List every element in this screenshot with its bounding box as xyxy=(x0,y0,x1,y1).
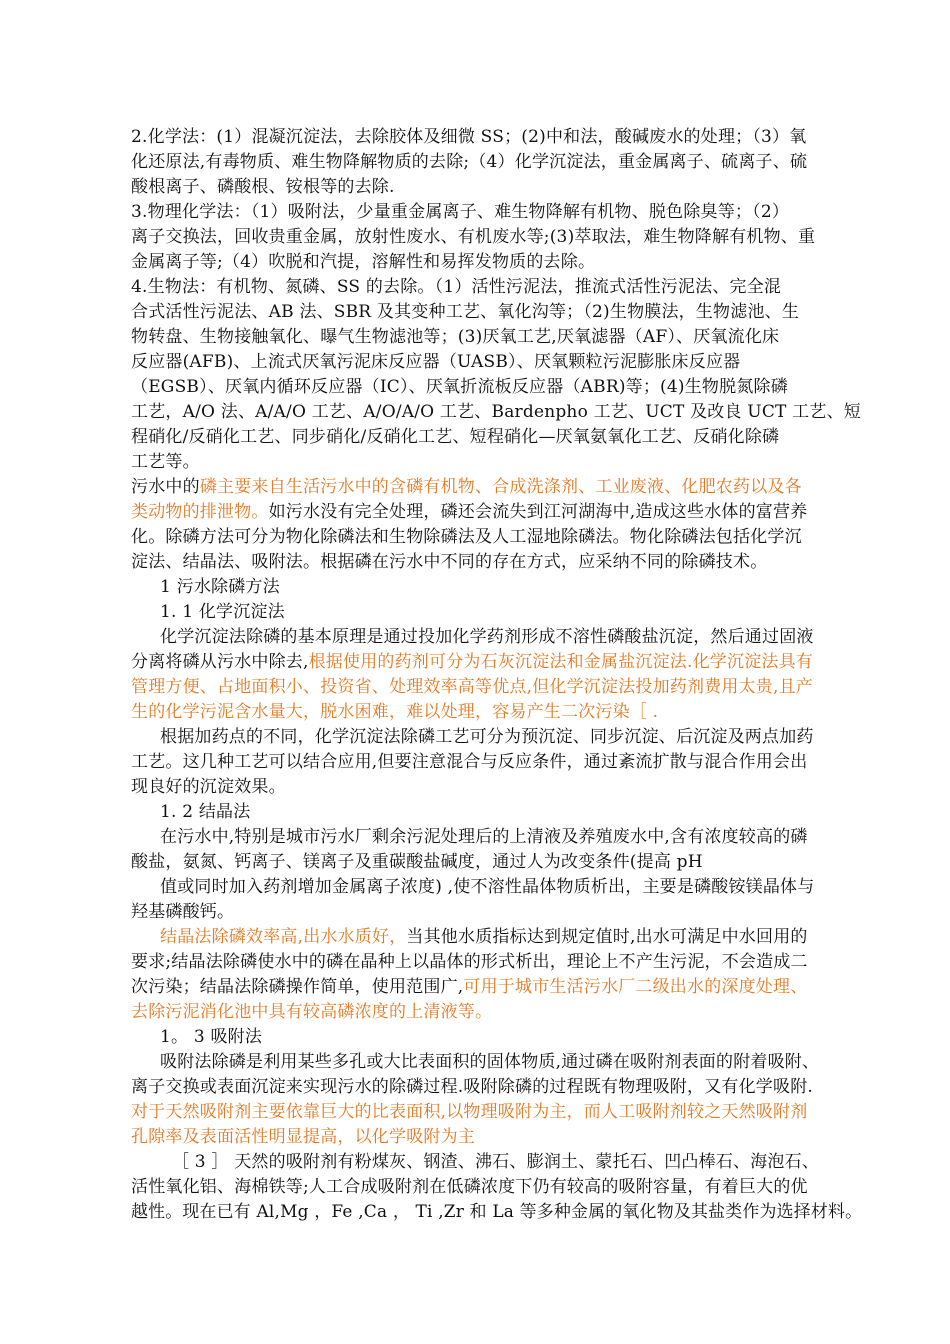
text-line: 活性氧化铝、海棉铁等;人工合成吸附剂在低磷浓度下仍有较高的吸附容量，有着巨大的优 xyxy=(131,1177,808,1197)
text-line: 合式活性污泥法、AB 法、SBR 及其变种工艺、氧化沟等；（2)生物膜法，生物滤池、生 xyxy=(131,302,800,322)
text-line xyxy=(131,1100,807,1124)
text-line: 反应器(AFB)、上流式厌氧污泥床反应器（UASB）、厌氧颗粒污泥膨胀床反应器 xyxy=(131,352,741,372)
text-line: 根据加药点的不同，化学沉淀法除磷工艺可分为预沉淀、同步沉淀、后沉淀及两点加药 xyxy=(160,727,814,747)
section-heading: 1 污水除磷方法 xyxy=(160,577,280,597)
text-line xyxy=(131,700,658,724)
text-line: 现良好的沉淀效果。 xyxy=(131,777,286,797)
highlighted-text: 结晶法除磷效率高,出水水质好， xyxy=(160,927,407,947)
section-heading: 1. 2 结晶法 xyxy=(160,802,251,822)
section-heading: 1. 1 化学沉淀法 xyxy=(160,602,285,622)
highlighted-text: 可用于城市生活污水厂二级出水的深度处理、 xyxy=(463,977,808,997)
section-heading: 1。 3 吸附法 xyxy=(160,1027,263,1047)
highlighted-text: 管理方便、占地面积小、投资省、处理效率高等优点,但化学沉淀法投加药剂费用太贵,且产 xyxy=(131,677,814,697)
highlighted-text: 类动物的排泄物。 xyxy=(131,502,269,522)
highlighted-text: 生的化学污泥含水量大，脱水困难，难以处理，容易产生二次污染［ . xyxy=(131,702,659,722)
text-line: 次污染；结晶法除磷操作简单，使用范围广,可用于城市生活污水厂二级出水的深度处理、 xyxy=(131,977,808,997)
text-line: 工艺。这几种工艺可以结合应用,但要注意混合与反应条件，通过紊流扩散与混合作用会出 xyxy=(131,752,808,772)
text-line xyxy=(131,1125,475,1149)
text-line: 3.物理化学法：（1）吸附法，少量重金属离子、难生物降解有机物、脱色除臭等；（2） xyxy=(131,202,790,222)
text-line: 工艺等。 xyxy=(131,452,200,472)
text-line: 化还原法,有毒物质、难生物降解物质的去除;（4）化学沉淀法，重金属离子、硫离子、硫 xyxy=(131,152,808,172)
text-line: 化学沉淀法除磷的基本原理是通过投加化学药剂形成不溶性磷酸盐沉淀，然后通过固液 xyxy=(160,627,814,647)
text-line: 类动物的排泄物。如污水没有完全处理，磷还会流失到江河湖海中,造成这些水体的富营养 xyxy=(131,502,808,522)
highlighted-text: 磷主要来自生活污水中的含磷有机物、合成洗涤剂、工业废液、化肥农药以及各 xyxy=(199,477,802,497)
text-line: 金属离子等;（4）吹脱和汽提，溶解性和易挥发物质的去除。 xyxy=(131,252,596,272)
text-line: 2.化学法：(1）混凝沉淀法，去除胶体及细微 SS；(2)中和法，酸碱废水的处理；（3）氧 xyxy=(131,127,807,147)
text-line: 离子交换法，回收贵重金属，放射性废水、有机废水等;(3)萃取法，难生物降解有机物、重 xyxy=(131,227,816,247)
text-line: 物转盘、生物接触氧化、曝气生物滤池等；(3)厌氧工艺,厌氧滤器（AF）、厌氧流化床 xyxy=(131,327,780,347)
text-line: 吸附法除磷是利用某些多孔或大比表面积的固体物质,通过磷在吸附剂表面的附着吸附、 xyxy=(160,1052,820,1072)
text-line: 要求;结晶法除磷使水中的磷在晶种上以晶体的形式析出，理论上不产生污泥，不会造成二 xyxy=(131,952,808,972)
text-line: 离子交换或表面沉淀来实现污水的除磷过程.吸附除磷的过程既有物理吸附，又有化学吸附. xyxy=(131,1077,814,1097)
text-line: 结晶法除磷效率高,出水水质好，当其他水质指标达到规定值时,出水可满足中水回用的 xyxy=(160,927,808,947)
text-line: 程硝化/反硝化工艺、同步硝化/反硝化工艺、短程硝化—厌氧氨氧化工艺、反硝化除磷 xyxy=(131,427,780,447)
text-line: ［ 3 ］ 天然的吸附剂有粉煤灰、钢渣、沸石、膨润土、蒙托石、凹凸棒石、海泡石、 xyxy=(172,1152,820,1172)
text-line: 值或同时加入药剂增加金属离子浓度) ,使不溶性晶体物质析出，主要是磷酸铵镁晶体与 xyxy=(160,877,815,897)
text-line: 工艺，A/O 法、A/A/O 工艺、A/O/A/O 工艺、Bardenpho 工艺、UCT 及改良 UCT 工艺、短 xyxy=(131,402,861,422)
text-line xyxy=(131,1000,492,1024)
text-line: 酸盐，氨氮、钙离子、镁离子及重碳酸盐碱度，通过人为改变条件(提高 pH xyxy=(131,852,703,872)
highlighted-text: 根据使用的药剂可分为石灰沉淀法和金属盐沉淀法.化学沉淀法具有 xyxy=(308,652,814,672)
text-line: 越性。现在已有 Al,Mg ，Fe ,Ca ， Ti ,Zr 和 La 等多种金属的氧化物及其盐类作为选择材料。 xyxy=(131,1202,863,1222)
text-line: 污水中的磷主要来自生活污水中的含磷有机物、合成洗涤剂、工业废液、化肥农药以及各 xyxy=(131,477,802,497)
text-line: 4.生物法：有机物、氮磷、SS 的去除。（1）活性污泥法，推流式活性污泥法、完全混 xyxy=(131,277,782,297)
text-line: （EGSB）、厌氧内循环反应器（IC）、厌氧折流板反应器（ABR)等；(4)生物脱氮除磷 xyxy=(131,377,788,397)
text-line: 淀法、结晶法、吸附法。根据磷在污水中不同的存在方式，应采纳不同的除磷技术。 xyxy=(131,552,768,572)
highlighted-text: 对于天然吸附剂主要依靠巨大的比表面积,以物理吸附为主，而人工吸附剂较之天然吸附剂 xyxy=(131,1102,808,1122)
highlighted-text: 去除污泥消化池中具有较高磷浓度的上清液等。 xyxy=(131,1002,493,1022)
text-line: 化。除磷方法可分为物化除磷法和生物除磷法及人工湿地除磷法。物化除磷法包括化学沉 xyxy=(131,527,802,547)
text-line: 酸根离子、磷酸根、铵根等的去除. xyxy=(131,177,395,197)
text-line xyxy=(131,675,813,699)
highlighted-text: 孔隙率及表面活性明显提高，以化学吸附为主 xyxy=(131,1127,475,1147)
text-line: 羟基磷酸钙。 xyxy=(131,902,235,922)
text-line: 在污水中,特别是城市污水厂剩余污泥处理后的上清液及养殖废水中,含有浓度较高的磷 xyxy=(160,827,808,847)
text-line: 分离将磷从污水中除去,根据使用的药剂可分为石灰沉淀法和金属盐沉淀法.化学沉淀法具有 xyxy=(131,652,814,672)
